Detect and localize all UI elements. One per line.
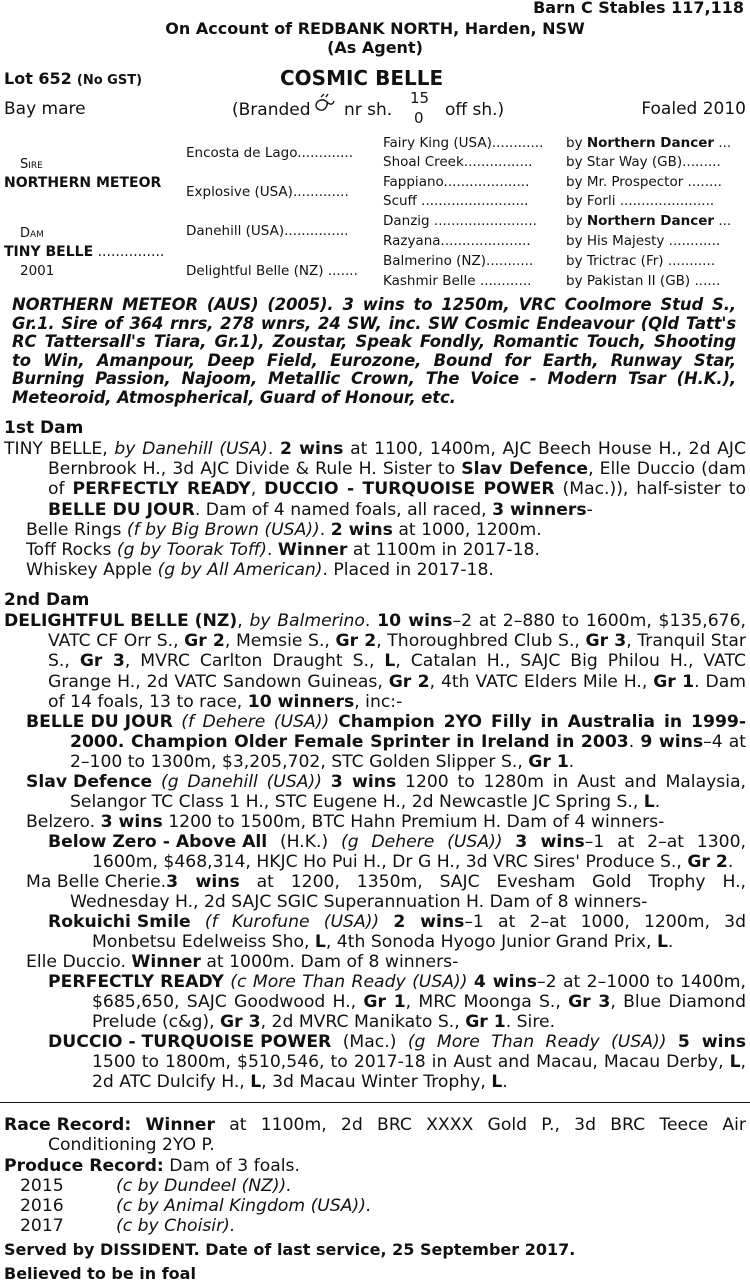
foaled-year: Foaled 2010 <box>641 99 746 119</box>
served-by: Served by DISSIDENT. Date of last service, 25 September 2017. <box>4 1240 576 1259</box>
lot-number-text: Lot 652 <box>4 69 72 88</box>
ped-col4-8: by Pakistan II (GB) ...... <box>566 273 721 289</box>
first-dam-foal-2: Toff Rocks (g by Toorak Toff). Winner at 1100m in 2017-18. <box>26 540 540 560</box>
progeny-belzero: Belzero. 3 wins 1200 to 1500m, BTC Hahn Premium H. Dam of 4 winners- <box>26 812 665 832</box>
race-record: Race Record: Winner at 1100m, 2d BRC XXXX Gold P., 3d BRC Teece Air Conditioning 2YO P. <box>4 1115 747 1156</box>
dam-dots: ............... <box>93 244 165 260</box>
ped-col4-5: by Northern Dancer ... <box>566 213 732 229</box>
progeny-ma-belle-cherie: Ma Belle Cherie.3 wins at 1200, 1350m, SAJC Evesham Gold Trophy H., Wednesday H., 2d SAJC SGIC Superannuation H. Dam of 8 winners- <box>26 872 746 913</box>
horse-description: Bay mare <box>4 99 86 119</box>
produce-detail-3: (c by Choisir). <box>116 1216 236 1236</box>
ped-col3-7: Balmerino (NZ)........... <box>383 253 534 269</box>
lot-number <box>4 69 142 88</box>
grandsire-4: Delightful Belle (NZ) ....... <box>186 263 358 279</box>
ped-col4-7: by Trictrac (Fr) ........... <box>566 253 716 269</box>
account-line: On Account of REDBANK NORTH, Harden, NSW <box>165 19 585 38</box>
first-dam-paragraph: TINY BELLE, by Danehill (USA). 2 wins at 1100, 1400m, AJC Beech House H., 2d AJC Bernbrook H., 3d AJC Divide & Rule H. Sister to Slav Defence, Elle Duccio (dam of PERFECTLY READY, DUCCIO - TURQUOISE POWER (Mac.)), half-sister to BELLE DU JOUR. Dam of 4 named foals, all raced, 3 winners- <box>4 439 747 520</box>
produce-year-2: 2016 <box>20 1196 64 1216</box>
dam-year: 2001 <box>20 263 55 279</box>
ped-col3-5: Danzig ........................ <box>383 213 537 229</box>
dam-name: TINY BELLE <box>4 244 94 260</box>
progeny-slav-defence: Slav Defence (g Danehill (USA)) 3 wins 1200 to 1280m in Aust and Malaysia, Selangor TC Class 1 H., STC Eugene H., 2d Newcastle JC Spring S., L. <box>26 772 747 813</box>
brand-top-number: 15 <box>410 89 430 107</box>
brand-pre: (Branded <box>232 100 311 120</box>
produce-year-1: 2015 <box>20 1176 64 1196</box>
progeny-perfectly-ready: PERFECTLY READY (c More Than Ready (USA)) 4 wins–2 at 2–1000 to 1400m, $685,650, SAJC Goodwood H., Gr 1, MRC Moonga S., Gr 3, Blue Diamond Prelude (c&g), Gr 3, 2d MVRC Manikato S., Gr 1. Sire. <box>48 972 746 1033</box>
second-dam-paragraph: DELIGHTFUL BELLE (NZ), by Balmerino. 10 wins–2 at 2–880 to 1600m, $135,676, VATC CF Orr S., Gr 2, Memsie S., Gr 2, Thoroughbred Club S., Gr 3, Tranquil Star S., Gr 3, MVRC Carlton Draught S., L, Catalan H., SAJC Big Philou H., VATC Grange H., 2d VATC Sandown Guineas, Gr 2, 4th VATC Elders Mile H., Gr 1. Dam of 14 foals, 13 to race, 10 winners, inc:- <box>4 611 747 712</box>
ped-col3-2: Shoal Creek................ <box>383 154 533 170</box>
ped-col3-1: Fairy King (USA)............ <box>383 135 544 151</box>
ped-col3-4: Scuff ......................... <box>383 193 529 209</box>
ped-col4-4: by Forli ...................... <box>566 193 715 209</box>
dam-label: Dam <box>20 226 44 241</box>
foal-status: Believed to be in foal <box>4 1264 196 1283</box>
first-dam-heading: 1st Dam <box>4 418 84 438</box>
ped-col3-6: Razyana..................... <box>383 233 531 249</box>
first-dam-foal-1: Belle Rings (f by Big Brown (USA)). 2 wins at 1000, 1200m. <box>26 520 542 540</box>
section-divider <box>0 1102 750 1103</box>
grandsire-3: Danehill (USA)............... <box>186 223 349 239</box>
ped-col4-6: by His Majesty ............ <box>566 233 721 249</box>
horse-name: COSMIC BELLE <box>280 66 444 90</box>
second-dam-heading: 2nd Dam <box>4 590 90 610</box>
grandsire-2: Explosive (USA)............. <box>186 184 349 200</box>
progeny-elle-duccio: Elle Duccio. Winner at 1000m. Dam of 8 winners- <box>26 952 459 972</box>
progeny-belle-du-jour: BELLE DU JOUR (f Dehere (USA)) Champion 2YO Filly in Australia in 1999-2000. Champion Older Female Sprinter in Ireland in 2003. 9 wins–4 at 2–100 to 1300m, $3,205,702, STC Golden Slipper S., Gr 1. <box>26 712 747 773</box>
progeny-rokuichi-smile: Rokuichi Smile (f Kurofune (USA)) 2 wins–1 at 2–at 1000, 1200m, 3d Monbetsu Edelweiss Sho, L, 4th Sonoda Hyogo Junior Grand Prix, L. <box>48 912 747 953</box>
brand-post: off sh.) <box>445 100 505 120</box>
produce-record: Produce Record: Dam of 3 foals. <box>4 1156 300 1176</box>
ped-col3-3: Fappiano.................... <box>383 174 530 190</box>
ped-col4-2: by Star Way (GB)......... <box>566 154 721 170</box>
produce-detail-2: (c by Animal Kingdom (USA)). <box>116 1196 372 1216</box>
agent-line: (As Agent) <box>327 38 423 57</box>
brand-mid: nr sh. <box>344 100 393 120</box>
progeny-below-zero: Below Zero - Above All (H.K.) (g Dehere (USA)) 3 wins–1 at 2–at 1300, 1600m, $468,314, HKJC Ho Pui H., Dr G H., 3d VRC Sires' Produce S., Gr 2. <box>48 832 746 873</box>
sire-summary: NORTHERN METEOR (AUS) (2005). 3 wins to 1250m, VRC Coolmore Stud S., Gr.1. Sire of 364 rnrs, 278 wnrs, 24 SW, inc. SW Cosmic Endeavour (Qld Tatt's RC Tattersall's Tiara, Gr.1), Zoustar, Speak Fondly, Romantic Touch, Shooting to Win, Amanpour, Deep Field, Eurozone, Bound for Earth, Runway Star, Burning Passion, Najoom, Metallic Crown, The Voice - Modern Tsar (H.K.), Meteoroid, Atmospherical, Guard of Honour, etc. <box>12 295 736 407</box>
ped-col4-1: by Northern Dancer ... <box>566 135 732 151</box>
first-dam-foal-3: Whiskey Apple (g by All American). Placed in 2017-18. <box>26 560 494 580</box>
produce-detail-1: (c by Dundeel (NZ)). <box>116 1176 292 1196</box>
ped-col4-3: by Mr. Prospector ........ <box>566 174 722 190</box>
ped-col3-8: Kashmir Belle ............ <box>383 273 532 289</box>
gst-note: (No GST) <box>76 73 143 88</box>
brand-mark-icon <box>312 93 338 115</box>
grandsire-1: Encosta de Lago............. <box>186 145 354 161</box>
brand-bottom-number: 0 <box>414 109 424 127</box>
stables-line: Barn C Stables 117,118 <box>533 0 744 17</box>
sire-label: Sire <box>20 157 43 172</box>
progeny-duccio-turquoise-power: DUCCIO - TURQUOISE POWER (Mac.) (g More Than Ready (USA)) 5 wins 1500 to 1800m, $510,546, to 2017-18 in Aust and Macau, Macau Derby, L, 2d ATC Dulcify H., L, 3d Macau Winter Trophy, L. <box>48 1032 746 1093</box>
dam-name-row <box>4 244 164 260</box>
produce-year-3: 2017 <box>20 1216 64 1236</box>
sire-name: NORTHERN METEOR <box>4 175 162 191</box>
